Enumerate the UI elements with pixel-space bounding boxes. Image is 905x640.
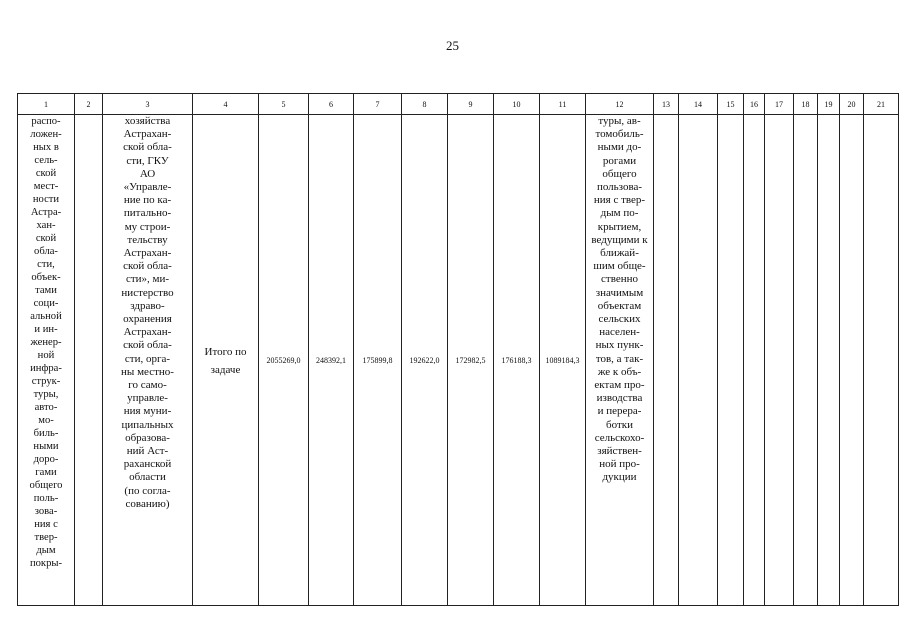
cell-amount-year-6: 1089184,3 bbox=[540, 115, 586, 606]
cell-col-15 bbox=[718, 115, 744, 606]
header-cell-4: 4 bbox=[193, 94, 259, 115]
cell-col-20 bbox=[840, 115, 864, 606]
cell-amount-year-5: 176188,3 bbox=[494, 115, 540, 606]
cell-col-2 bbox=[75, 115, 103, 606]
header-cell-15: 15 bbox=[718, 94, 744, 115]
header-cell-19: 19 bbox=[818, 94, 840, 115]
cell-col-17 bbox=[765, 115, 794, 606]
header-cell-16: 16 bbox=[744, 94, 765, 115]
header-cell-18: 18 bbox=[794, 94, 818, 115]
cell-col-21 bbox=[864, 115, 899, 606]
cell-col-13 bbox=[654, 115, 679, 606]
cell-col-16 bbox=[744, 115, 765, 606]
table-row bbox=[18, 115, 899, 606]
header-row bbox=[18, 94, 899, 115]
header-cell-17: 17 bbox=[765, 94, 794, 115]
header-cell-3: 3 bbox=[103, 94, 193, 115]
task-total-label: Итого по задаче bbox=[204, 346, 247, 376]
cell-amount-year-3: 192622,0 bbox=[402, 115, 448, 606]
header-cell-6: 6 bbox=[309, 94, 354, 115]
program-table bbox=[17, 93, 899, 606]
header-cell-13: 13 bbox=[654, 94, 679, 115]
header-cell-14: 14 bbox=[679, 94, 718, 115]
cell-amount-year-1: 248392,1 bbox=[309, 115, 354, 606]
page-number: 25 bbox=[446, 38, 459, 53]
cell-col-19 bbox=[818, 115, 840, 606]
header-cell-12: 12 bbox=[586, 94, 654, 115]
header-cell-20: 20 bbox=[840, 94, 864, 115]
cell-objective-text: распо- ложен- ных в сель- ской мест- ности Астра- хан- ской обла- сти, объек- тами соци- альной и ин- женер- ной инфра- струк- туры, авто- мо- биль- ными доро- гами общего поль- зова- ния с твер- дым покры- bbox=[18, 115, 75, 606]
cell-indicator-text: туры, ав- томобиль- ными до- рогами общего пользова- ния с твер- дым по- крытием, ведущими к ближай- шим обще- ственно значимым объектам сельских населен- ных пунк- тов, а так- же к объ- ектам про- изводства и перера- ботки сельскохо- зяйствен- ной про- дукции bbox=[586, 115, 654, 606]
cell-col-18 bbox=[794, 115, 818, 606]
header-cell-8: 8 bbox=[402, 94, 448, 115]
header-cell-21: 21 bbox=[864, 94, 899, 115]
header-cell-11: 11 bbox=[540, 94, 586, 115]
header-cell-5: 5 bbox=[259, 94, 309, 115]
header-cell-10: 10 bbox=[494, 94, 540, 115]
header-cell-9: 9 bbox=[448, 94, 494, 115]
cell-amount-year-4: 172982,5 bbox=[448, 115, 494, 606]
cell-task-total bbox=[193, 115, 259, 606]
header-cell-1: 1 bbox=[18, 94, 75, 115]
cell-col-14 bbox=[679, 115, 718, 606]
cell-executors: хозяйства Астрахан- ской обла- сти, ГКУ АО «Управле- ние по ка- питально- му строи- тельству Астрахан- ской обла- сти», ми- нистерство здраво- охранения Астрахан- ской обла- сти, орга- ны местно- го само- управле- ния муни- ципальных образова- ний Аст- раханской области (по согла- сованию) bbox=[103, 115, 193, 606]
header-cell-2: 2 bbox=[75, 94, 103, 115]
header-cell-7: 7 bbox=[354, 94, 402, 115]
cell-amount-year-2: 175899,8 bbox=[354, 115, 402, 606]
cell-amount-total: 2055269,0 bbox=[259, 115, 309, 606]
